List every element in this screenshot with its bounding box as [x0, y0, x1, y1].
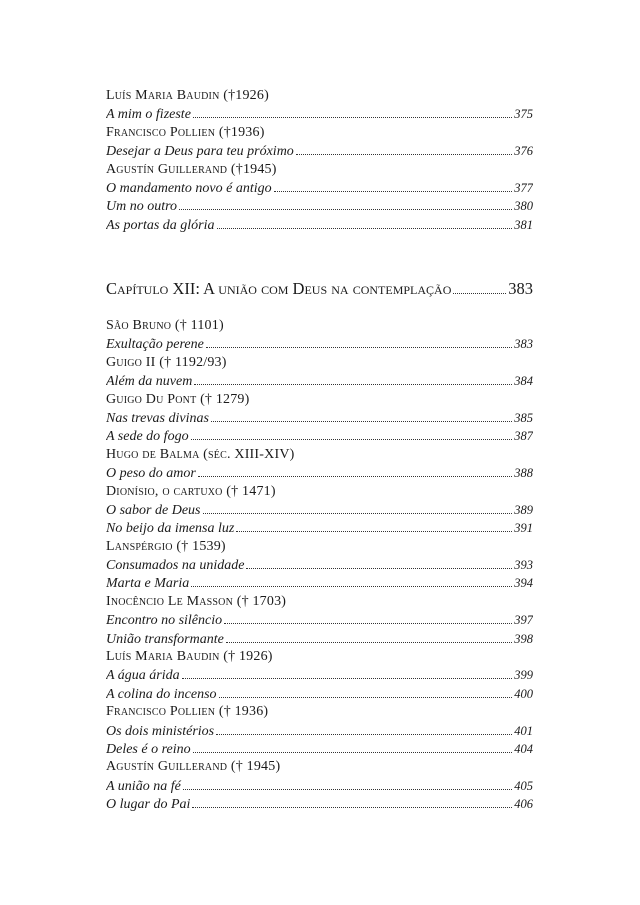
toc-entry-title: Desejar a Deus para teu próximo [106, 144, 294, 160]
toc-entry [106, 409, 533, 427]
toc-entry [106, 427, 533, 445]
toc-entry [106, 685, 533, 703]
toc-entry-page: 380 [514, 199, 533, 214]
toc-entry [106, 630, 533, 648]
toc-entry-page: 405 [514, 778, 533, 793]
leader-dots [224, 623, 512, 624]
leader-dots [198, 476, 512, 477]
toc-entry [106, 142, 533, 160]
toc-entry-page: 398 [514, 631, 533, 646]
toc-entry-title: No beijo da imensa luz [106, 521, 235, 537]
toc-entry-title: Exultação perene [106, 337, 204, 353]
toc-entry-page: 375 [514, 107, 533, 122]
toc-entry-title: A união na fé [106, 778, 181, 794]
chapter-heading [106, 276, 533, 302]
toc-entry-page: 393 [514, 558, 533, 573]
toc-entry-page: 385 [514, 410, 533, 425]
toc-entry-title: A colina do incenso [106, 686, 217, 702]
toc-entry [106, 795, 533, 813]
leader-dots [236, 531, 512, 532]
toc-section-chapter-xii [106, 317, 533, 814]
leader-dots [192, 807, 512, 808]
toc-author: Agustín Guillerand (†1945) [106, 161, 277, 177]
toc-author: São Bruno († 1101) [106, 318, 224, 333]
toc-entry-title: Marta e Maria [106, 576, 190, 592]
leader-dots [191, 586, 512, 587]
toc-entry-page: 397 [514, 613, 533, 628]
toc-author: Lanspérgio († 1539) [106, 538, 226, 554]
leader-dots [453, 293, 506, 294]
toc-entry-page: 383 [514, 337, 533, 352]
toc-section-upper [106, 87, 533, 234]
toc-entry-page: 394 [514, 576, 533, 591]
toc-entry-page: 387 [514, 429, 533, 444]
toc-entry [106, 611, 533, 629]
toc-entry [106, 335, 533, 353]
leader-dots [193, 117, 512, 118]
toc-entry-title: O lugar do Pai [106, 797, 191, 813]
toc-entry [106, 722, 533, 740]
toc-entry-page: 406 [514, 797, 533, 812]
toc-entry [106, 372, 533, 390]
toc-entry-title: Deles é o reino [106, 741, 191, 757]
leader-dots [211, 421, 512, 422]
toc-author: Agustín Guillerand († 1945) [106, 759, 281, 775]
toc-entry [106, 179, 533, 197]
toc-entry [106, 556, 533, 574]
toc-entry-page: 384 [514, 374, 533, 389]
leader-dots [274, 191, 513, 192]
toc-entry-page: 391 [514, 521, 533, 536]
toc-entry-title: Os dois ministérios [106, 723, 215, 739]
leader-dots [193, 752, 513, 753]
leader-dots [216, 734, 512, 735]
toc-author: Hugo de Balma (séc. XIII-XIV) [106, 446, 295, 462]
toc-entry-title: Encontro no silêncio [106, 613, 223, 629]
leader-dots [179, 209, 512, 210]
leader-dots [219, 697, 513, 698]
leader-dots [206, 347, 512, 348]
leader-dots [194, 384, 512, 385]
toc-entry-title: O peso do amor [106, 466, 196, 482]
toc-entry-page: 377 [514, 180, 533, 195]
toc-entry-page: 381 [514, 217, 533, 232]
toc-entry-page: 401 [514, 723, 533, 738]
toc-entry-title: O sabor de Deus [106, 502, 201, 518]
toc-author: Guigo Du Pont († 1279) [106, 391, 250, 407]
toc-author: Luís Maria Baudin (†1926) [106, 88, 269, 103]
toc-author: Inocêncio Le Masson († 1703) [106, 593, 287, 609]
toc-entry [106, 777, 533, 795]
toc-entry [106, 740, 533, 758]
toc-entry [106, 105, 533, 123]
toc-author: Guigo II († 1192/93) [106, 354, 227, 370]
leader-dots [183, 789, 512, 790]
toc-entry-page: 376 [514, 144, 533, 159]
leader-dots [182, 678, 513, 679]
chapter-page: 383 [508, 279, 533, 298]
toc-entry [106, 501, 533, 519]
toc-entry-page: 400 [514, 686, 533, 701]
toc-entry-page: 399 [514, 668, 533, 683]
leader-dots [296, 154, 512, 155]
toc-entry-page: 404 [514, 741, 533, 756]
leader-dots [191, 439, 513, 440]
toc-author: Luís Maria Baudin († 1926) [106, 649, 273, 665]
toc-entry-page: 388 [514, 466, 533, 481]
leader-dots [246, 568, 512, 569]
toc-entry-title: Um no outro [106, 199, 178, 215]
toc-entry-page: 389 [514, 502, 533, 517]
toc-entry-title: As portas da glória [106, 217, 215, 233]
leader-dots [203, 513, 513, 514]
toc-entry [106, 519, 533, 537]
toc-entry [106, 574, 533, 592]
toc-entry-title: O mandamento novo é antigo [106, 180, 272, 196]
toc-entry-title: Além da nuvem [106, 374, 193, 390]
toc-entry-title: Consumados na unidade [106, 558, 245, 574]
chapter-title: Capítulo XII: A união com Deus na contemplação [106, 279, 452, 298]
toc-entry [106, 666, 533, 684]
toc-author: Francisco Pollien (†1936) [106, 124, 265, 140]
toc-entry-title: A sede do fogo [106, 429, 189, 445]
toc-entry [106, 216, 533, 234]
toc-entry-title: A mim o fizeste [106, 107, 191, 123]
toc-entry [106, 197, 533, 215]
leader-dots [217, 228, 513, 229]
toc-author: Francisco Pollien († 1936) [106, 704, 269, 720]
toc-entry-title: União transformante [106, 631, 224, 647]
leader-dots [226, 642, 512, 643]
toc-entry-title: Nas trevas divinas [106, 410, 209, 426]
toc-entry-title: A água árida [106, 668, 180, 684]
toc-entry [106, 464, 533, 482]
toc-author: Dionísio, o cartuxo († 1471) [106, 483, 276, 499]
